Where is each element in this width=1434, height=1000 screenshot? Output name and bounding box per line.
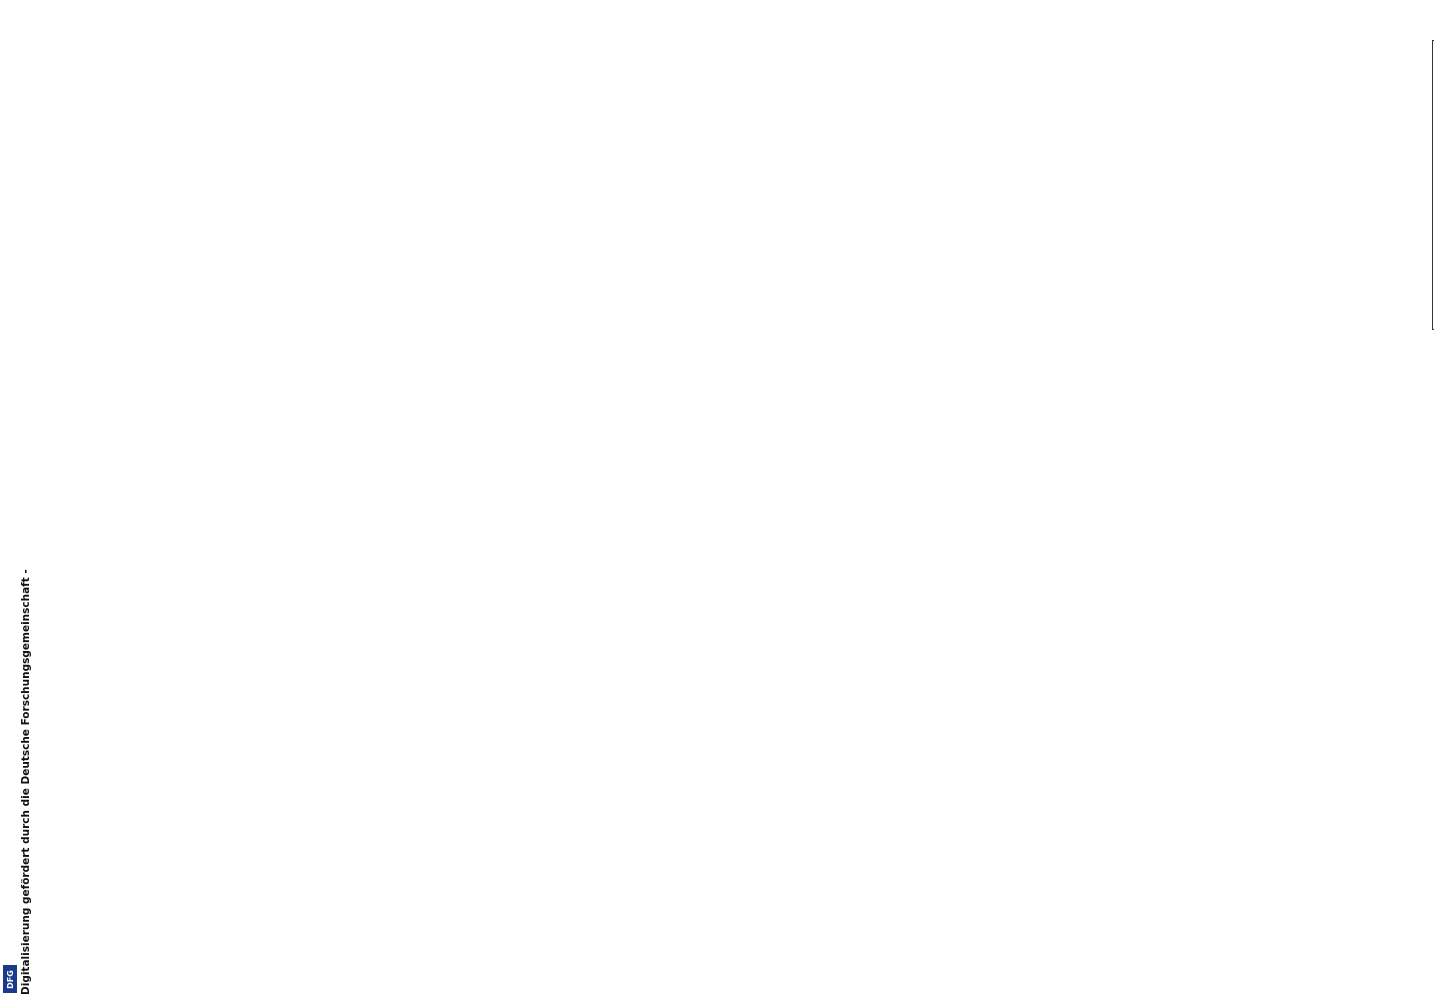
- digitization-credit: Digitalisierung gefördert durch die Deutsche Forschungsgemeinschaft -: [20, 569, 32, 995]
- dfg-logo-icon: DFG: [3, 965, 17, 993]
- document-body: [1310, 0, 1434, 1000]
- digitization-sidebar: [0, 0, 32, 1000]
